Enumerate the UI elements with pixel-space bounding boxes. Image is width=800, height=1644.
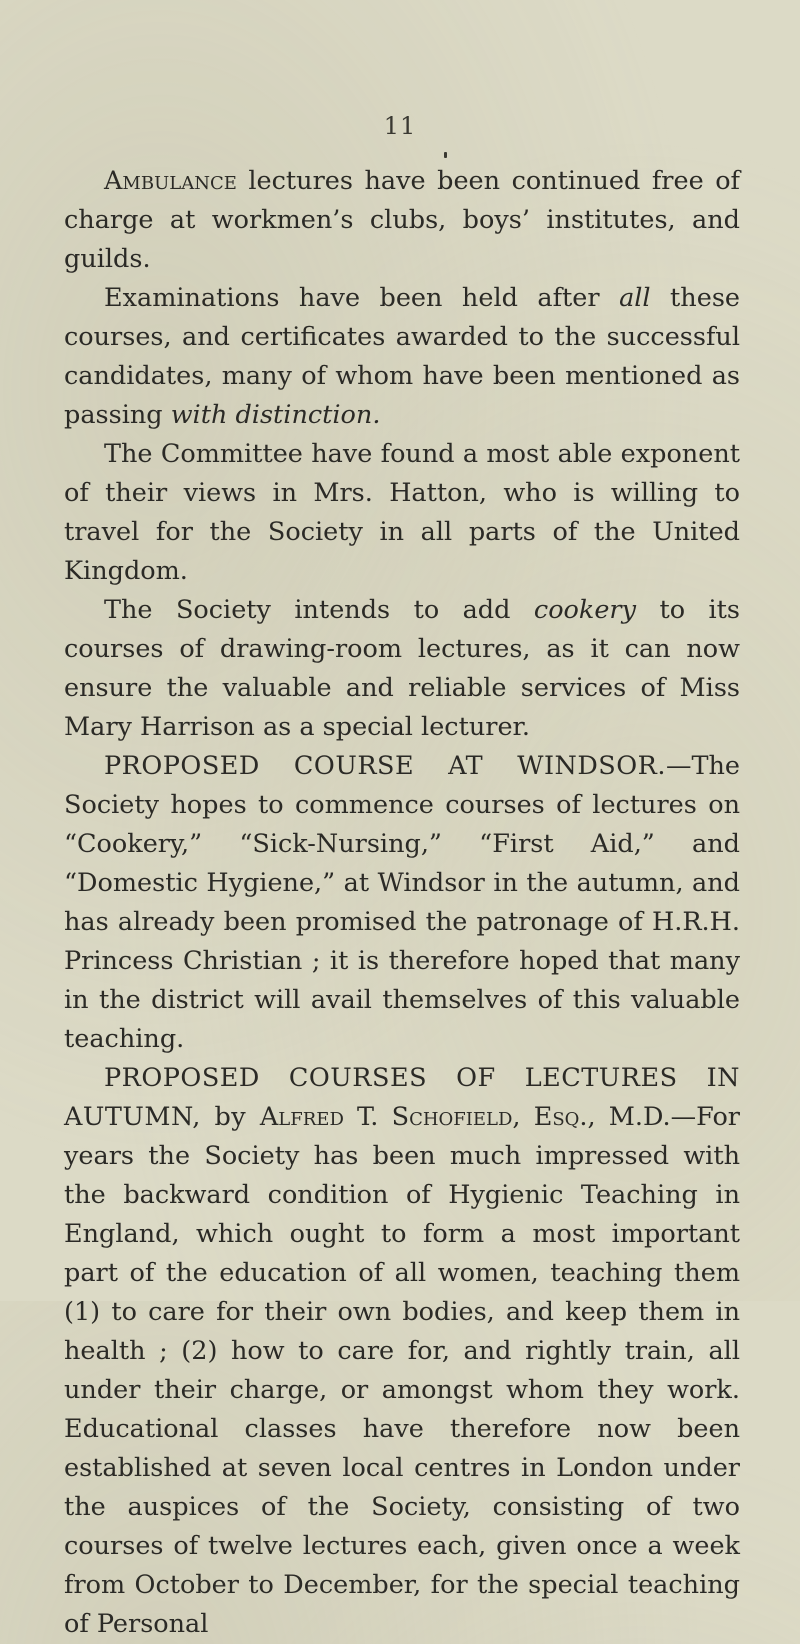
section-heading: PROPOSED COURSES OF LECTURES IN AUTUMN, by [64, 1063, 740, 1132]
author-name: Alfred T. Schofield, Esq., M.D. [259, 1102, 671, 1132]
page-body [64, 162, 740, 1644]
paragraph-text: The Society intends to add [104, 595, 534, 625]
paragraph-text: —The Society hopes to commence courses of lectures on “Cookery,” “Sick-Nursing,” “First Aid,” and “Domestic Hygiene,” at Windsor in the autumn, and has already been promised the patronage of H.R.H. Princess Christian ; it is therefore hoped that many in the district will avail themselves of this valuable teaching. [64, 751, 740, 1054]
emphasis: all [619, 283, 651, 313]
emphasis: cookery [533, 595, 637, 625]
emphasis: with distinction. [170, 400, 381, 430]
paragraph-examinations [64, 279, 740, 435]
paragraph-text: Examinations have been held after [104, 283, 620, 313]
paragraph-text: —For years the Society has been much impressed with the backward condition of Hygienic Teaching in England, which ought to form a most important part of the education of all women, teaching them (1) to care for their own bodies, and keep them in health ; (2) how to care for, and rightly train, all under their charge, or amongst whom they work. Educational classes have therefore now been established at seven local centres in London under the auspices of the Society, consisting of two courses of twelve lectures each, given once a week from October to December, for the special teaching of Personal [64, 1102, 740, 1639]
paragraph-autumn-courses [64, 1059, 740, 1644]
paragraph-text: The Committee have found a most able exponent of their views in Mrs. Hatton, who is willing to travel for the Society in all parts of the United Kingdom. [64, 439, 740, 586]
paragraph-committee [64, 435, 740, 591]
paragraph-text: these courses, and certificates awarded to the successful candidates, many of whom have been mentioned as passing [64, 283, 740, 430]
paragraph-windsor [64, 747, 740, 1059]
section-heading: PROPOSED COURSE AT WINDSOR. [104, 751, 666, 781]
paragraph-text: lectures have been continued free of charge at workmen’s clubs, boys’ institutes, and guilds. [64, 166, 740, 274]
page-number: 11 [383, 112, 417, 140]
lead-word: Ambulance [104, 166, 237, 196]
paragraph-cookery [64, 591, 740, 747]
ink-speck [444, 152, 447, 158]
paragraph-text: to its courses of drawing-room lectures, as it can now ensure the valuable and reliable services of Miss Mary Harrison as a special lecturer. [64, 595, 740, 742]
paragraph-ambulance [64, 162, 740, 279]
